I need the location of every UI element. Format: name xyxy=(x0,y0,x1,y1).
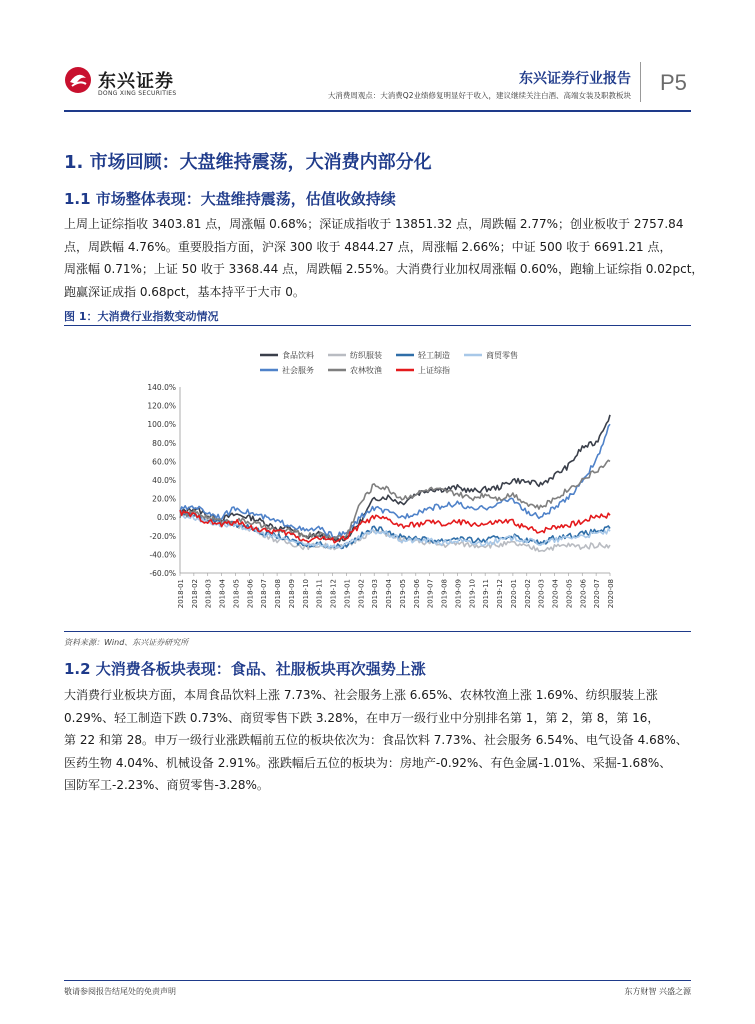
x-tick-label: 2020-05 xyxy=(565,579,574,609)
x-tick-label: 2019-08 xyxy=(440,579,449,609)
x-tick-label: 2020-07 xyxy=(593,579,602,609)
y-tick-label: -40.0% xyxy=(149,550,176,560)
paragraph-line: 第 22 和第 28。申万一级行业涨跌幅前五位的板块依次为：食品饮料 7.73%、社会服务 6.54%、电气设备 4.68%、 xyxy=(64,733,688,747)
report-title: 东兴证券行业报告 xyxy=(519,71,631,87)
x-tick-label: 2018-06 xyxy=(246,579,255,609)
x-tick-label: 2018-11 xyxy=(315,579,324,609)
y-tick-label: 20.0% xyxy=(152,494,176,504)
y-tick-label: -60.0% xyxy=(149,569,176,578)
chart-svg xyxy=(140,345,620,625)
x-tick-label: 2019-01 xyxy=(343,579,352,609)
header-rule xyxy=(64,110,691,112)
paragraph-line: 0.29%、轻工制造下跌 0.73%、商贸零售下跌 3.28%，在申万一级行业中分别排名第 1，第 2，第 8，第 16， xyxy=(64,710,660,725)
x-tick-label: 2018-07 xyxy=(260,579,269,609)
x-tick-label: 2020-04 xyxy=(551,579,560,609)
page-number: P5 xyxy=(660,70,687,95)
footer-slogan: 东方财智 兴盛之源 xyxy=(624,987,691,996)
y-tick-label: 100.0% xyxy=(147,420,176,430)
paragraph-line: 点，周跌幅 4.76%。重要股指方面，沪深 300 收于 4844.27 点，周涨幅 2.66%；中证 500 收于 6691.21 点， xyxy=(64,239,672,254)
footer-rule xyxy=(64,980,691,981)
legend-label: 农林牧渔 xyxy=(350,366,382,375)
figure-rule-bottom xyxy=(64,631,691,632)
legend-label: 社会服务 xyxy=(282,366,314,375)
x-tick-label: 2020-08 xyxy=(607,579,615,609)
legend-label: 食品饮料 xyxy=(282,351,314,360)
y-tick-label: 40.0% xyxy=(152,476,176,485)
subsection-heading-1-1: 1.1 市场整体表现：大盘维持震荡，估值收敛持续 xyxy=(64,190,396,208)
y-tick-label: 80.0% xyxy=(152,438,176,448)
x-tick-label: 2018-03 xyxy=(204,579,213,609)
paragraph-line: 大消费行业板块方面，本周食品饮料上涨 7.73%、社会服务上涨 6.65%、农林牧渔上涨 1.69%、纺织服装上涨 xyxy=(64,688,658,702)
subsection-heading-1-2: 1.2 大消费各板块表现：食品、社服板块再次强势上涨 xyxy=(64,660,426,678)
x-tick-label: 2019-09 xyxy=(454,579,463,609)
y-tick-label: -20.0% xyxy=(149,531,176,541)
x-tick-label: 2019-04 xyxy=(385,579,394,609)
y-tick-label: 0.0% xyxy=(156,513,176,523)
paragraph-line: 上周上证综指收 3403.81 点，周涨幅 0.68%；深证成指收于 13851.32 点，周跌幅 2.77%；创业板收于 2757.84 xyxy=(64,217,684,231)
x-tick-label: 2018-08 xyxy=(274,579,283,609)
x-tick-label: 2018-09 xyxy=(287,579,296,609)
series-line-1 xyxy=(180,415,610,542)
footer-disclaimer: 敬请参阅报告结尾处的免责声明 xyxy=(64,987,176,996)
x-tick-label: 2019-02 xyxy=(357,579,366,609)
y-tick-label: 140.0% xyxy=(147,383,176,392)
x-tick-label: 2019-03 xyxy=(371,579,380,609)
x-tick-label: 2020-01 xyxy=(509,579,518,609)
legend-label: 纺织服装 xyxy=(350,351,382,360)
x-tick-label: 2020-03 xyxy=(537,579,546,609)
x-tick-label: 2020-02 xyxy=(523,579,532,609)
x-tick-label: 2019-07 xyxy=(426,579,435,609)
line-chart xyxy=(140,345,620,625)
x-tick-label: 2020-06 xyxy=(579,579,588,609)
x-tick-label: 2018-01 xyxy=(177,579,185,609)
x-tick-label: 2018-05 xyxy=(232,579,241,609)
report-subtitle: 大消费周观点：大消费Q2业绩修复明显好于收入，建议继续关注白酒、高端女装及职教板块 xyxy=(327,91,631,100)
paragraph-line: 周涨幅 0.71%；上证 50 收于 3368.44 点，周跌幅 2.55%。大消费行业加权周涨幅 0.60%，跑输上证综指 0.02pct， xyxy=(64,262,704,276)
legend-label: 上证综指 xyxy=(418,366,450,375)
paragraph-line: 国防军工-2.23%、商贸零售-3.28%。 xyxy=(64,778,269,792)
x-tick-label: 2019-05 xyxy=(398,579,407,609)
x-tick-label: 2019-10 xyxy=(468,579,477,609)
dongxing-logo-icon xyxy=(64,66,92,94)
page-header xyxy=(0,0,755,115)
figure-rule-top xyxy=(64,325,691,326)
figure-title: 图 1：大消费行业指数变动情况 xyxy=(64,310,219,323)
figure-source: 资料来源：Wind、东兴证券研究所 xyxy=(64,638,189,647)
x-tick-label: 2018-02 xyxy=(190,579,199,609)
paragraph-line: 跑赢深证成指 0.68pct，基本持平于大市 0。 xyxy=(64,284,305,299)
logo-english-text: DONG XING SECURITIES xyxy=(98,90,177,97)
y-tick-label: 120.0% xyxy=(147,401,176,411)
x-tick-label: 2018-12 xyxy=(329,579,338,609)
y-tick-label: 60.0% xyxy=(152,457,176,467)
x-tick-label: 2019-11 xyxy=(482,579,491,609)
legend-label: 商贸零售 xyxy=(486,351,518,360)
paragraph-sector-performance xyxy=(64,684,694,797)
header-divider xyxy=(640,62,641,102)
paragraph-market-overview xyxy=(64,213,704,303)
x-tick-label: 2019-12 xyxy=(496,579,505,609)
x-tick-label: 2018-04 xyxy=(218,579,227,609)
logo-text: 东兴证券 xyxy=(98,71,174,92)
x-tick-label: 2019-06 xyxy=(412,579,421,609)
x-tick-label: 2018-10 xyxy=(301,579,310,609)
section-heading: 1. 市场回顾：大盘维持震荡，大消费内部分化 xyxy=(64,152,432,173)
paragraph-line: 医药生物 4.04%、机械设备 2.91%。涨跌幅后五位的板块为：房地产-0.92%、有色金属-1.01%、采掘-1.68%、 xyxy=(64,755,672,770)
legend-label: 轻工制造 xyxy=(418,351,450,360)
